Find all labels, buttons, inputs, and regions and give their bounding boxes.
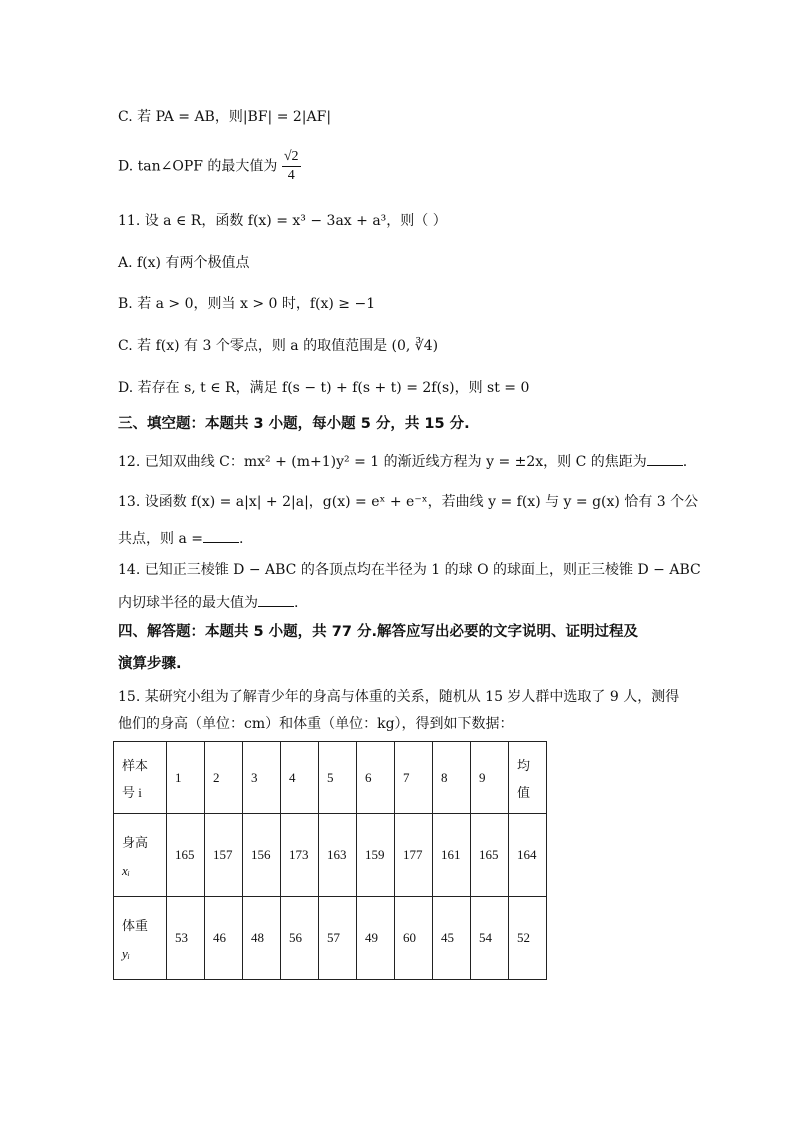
fraction-denominator: 4 [287,168,295,183]
option-d-ellipse [118,148,301,185]
table-cell: 159 [357,814,395,897]
table-cell: 7 [395,742,433,814]
table-cell: 9 [471,742,509,814]
header-text: 均 [517,757,531,773]
question-15-line-2: 他们的身高（单位：cm）和体重（单位：kg），得到如下数据： [118,716,514,732]
header-text: 身高 [122,834,149,850]
table-cell: 156 [243,814,281,897]
mean-header [509,742,547,814]
table-row-height [114,814,547,897]
header-text: 值 [517,784,531,800]
table-cell: 177 [395,814,433,897]
question-13-line-1: 13. 设函数 f(x) = a|x| + 2|a|，g(x) = eˣ + e⁻ˣ，若曲线 y = f(x) 与 y = g(x) 恰有 3 个公 [118,494,699,510]
table-cell: 53 [167,897,205,980]
table-cell: 3 [243,742,281,814]
header-text: yᵢ [122,945,130,961]
table-cell: 54 [471,897,509,980]
section-4-heading-line-1: 四、解答题：本题共 5 小题，共 77 分.解答应写出必要的文字说明、证明过程及 [118,624,638,640]
fraction-numerator: √2 [282,148,301,167]
question-12: 12. 已知双曲线 C：mx² + (m+1)y² = 1 的渐近线方程为 y = ±2x，则 C 的焦距为 . [118,451,687,472]
option-c-ellipse: C. 若 PA = AB，则|BF| = 2|AF| [118,109,332,125]
fraction-sqrt2-over-4 [282,148,301,185]
table-cell: 161 [433,814,471,897]
table-cell: 2 [205,742,243,814]
table-cell: 45 [433,897,471,980]
table-cell: 57 [319,897,357,980]
answer-blank [258,592,294,607]
q11-option-a: A. f(x) 有两个极值点 [118,255,250,271]
question-11: 11. 设 a ∈ R，函数 f(x) = x³ − 3ax + a³，则（ ） [118,213,447,229]
table-cell-mean: 164 [509,814,547,897]
table-cell: 48 [243,897,281,980]
table-cell: 8 [433,742,471,814]
header-text: 体重 [122,917,149,933]
q11-option-c: C. 若 f(x) 有 3 个零点，则 a 的取值范围是 (0, ∛4) [118,338,439,354]
section-3-heading: 三、填空题：本题共 3 小题，每小题 5 分，共 15 分. [118,416,470,432]
q12-text: 12. 已知双曲线 C：mx² + (m+1)y² = 1 的渐近线方程为 y = ±2x，则 C 的焦距为 [118,454,647,470]
table-row-weight [114,897,547,980]
header-text: xᵢ [122,862,130,878]
question-15-line-1: 15. 某研究小组为了解青少年的身高与体重的关系，随机从 15 岁人群中选取了 9 人，测得 [118,689,680,705]
question-14-line-2: 内切球半径的最大值为 . [118,592,298,613]
table-cell: 165 [167,814,205,897]
section-4-heading-line-2: 演算步骤. [118,656,182,672]
table-cell-mean: 52 [509,897,547,980]
table-cell: 1 [167,742,205,814]
answer-blank [203,528,239,543]
question-13-line-2: 共点，则 a = . [118,528,243,549]
data-table [113,741,547,980]
table-cell: 5 [319,742,357,814]
q11-option-b: B. 若 a > 0，则当 x > 0 时，f(x) ≥ −1 [118,296,376,312]
question-14-line-1: 14. 已知正三棱锥 D − ABC 的各顶点均在半径为 1 的球 O 的球面上，则正三棱锥 D − ABC [118,562,701,578]
option-d-text: D. tan∠OPF 的最大值为 [118,158,278,175]
q11-option-d: D. 若存在 s, t ∈ R，满足 f(s − t) + f(s + t) = 2f(s)，则 st = 0 [118,380,530,396]
row-header-sample [114,742,167,814]
answer-blank [647,451,683,466]
q13-text: 共点，则 a = [118,531,203,547]
table-cell: 163 [319,814,357,897]
row-header-height [114,814,167,897]
table-cell: 56 [281,897,319,980]
table-cell: 165 [471,814,509,897]
table-cell: 46 [205,897,243,980]
table-cell: 4 [281,742,319,814]
header-text: 号 i [122,784,142,800]
table-cell: 173 [281,814,319,897]
table-cell: 6 [357,742,395,814]
header-text: 样本 [122,757,149,773]
table-cell: 49 [357,897,395,980]
table-cell: 157 [205,814,243,897]
q14-text: 内切球半径的最大值为 [118,595,258,611]
table-cell: 60 [395,897,433,980]
table-row-sample [114,742,547,814]
row-header-weight [114,897,167,980]
